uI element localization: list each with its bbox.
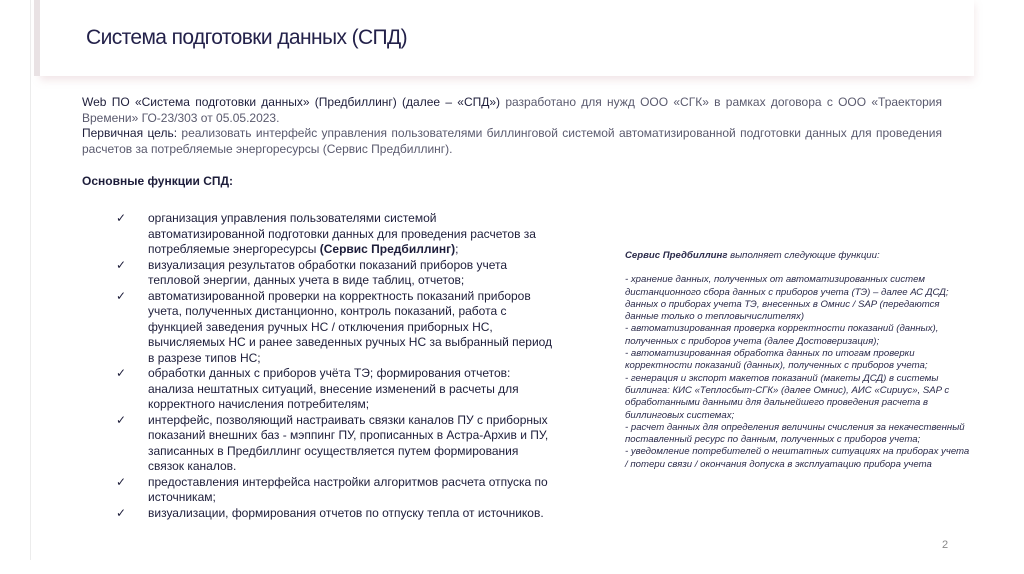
side-panel-item: - генерация и экспорт макетов показаний (макеты ДСД) в системы биллинга: КИС «Теплосбыт-СГК» (далее Омнис), АИС «Сириус», SAP с обработанными данными для дальнейшего проведения расчета в биллинговых системах; bbox=[625, 372, 950, 421]
checkmark-icon: ✓ bbox=[116, 211, 127, 225]
side-panel-lead bbox=[625, 250, 970, 262]
checkmark-icon: ✓ bbox=[116, 366, 127, 380]
functions-list bbox=[116, 211, 556, 521]
list-item bbox=[116, 475, 556, 506]
list-item bbox=[116, 289, 556, 367]
side-panel-item: - автоматизированная проверка корректности показаний (данных), полученных с приборов учета (далее Достоверизация); bbox=[625, 323, 939, 347]
list-item-tail: ; bbox=[455, 242, 459, 256]
list-item bbox=[116, 258, 556, 289]
intro-goal-label: Первичная цель: bbox=[82, 126, 178, 140]
page-number: 2 bbox=[942, 539, 949, 551]
side-panel-item: - уведомление потребителей о нештатных ситуациях на приборах учета / потери связи / окончания допуска в эксплуатацию прибора учета bbox=[625, 446, 970, 470]
checkmark-icon: ✓ bbox=[116, 412, 127, 427]
list-item bbox=[116, 413, 556, 475]
side-panel-item: - хранение данных, полученных от автоматизированных систем дистанционного сбора данных с приборов учета (ТЭ) – далее АС ДСД; данных о приборах учета ТЭ, внесенных в Омнис / SAP (передаются данные только о тепловычислителях) bbox=[625, 274, 949, 323]
slide-title: Система подготовки данных (СПД) bbox=[86, 26, 408, 49]
intro-product-rest: разработано для нужд ООО «СГК» в рамках договора с ООО «Траектория Времени» ГО-23/303 от 05.05.2023. bbox=[82, 95, 943, 125]
intro-text bbox=[82, 95, 942, 157]
intro-product-name: Web ПО «Система подготовки данных» (Предбиллинг) (далее – «СПД») bbox=[82, 95, 501, 109]
checkmark-icon: ✓ bbox=[116, 474, 127, 489]
functions-heading: Основные функции СПД: bbox=[82, 174, 234, 188]
list-item bbox=[116, 506, 556, 522]
list-item-text: интерфейс, позволяющий настраивать связки каналов ПУ с приборных показаний внешних баз - мэппинг ПУ, прописанных в Астра-Архив и ПУ, записанных в Предбиллинг осуществляется путем формирования связок каналов. bbox=[148, 412, 549, 473]
left-rule bbox=[30, 0, 31, 560]
intro-paragraph-1 bbox=[82, 95, 942, 126]
list-item-text: автоматизированной проверки на корректность показаний приборов учета, полученных дистанционно, контроль показаний, работа с функцией заведения ручных НС / отключения приборных НС, вычисляемых НС и ранее заведенных ручных НС за выбранный период в разрезе типов НС; bbox=[148, 288, 553, 365]
list-item-text: организация управления пользователями системой автоматизированной подготовки данных для проведения расчетов за потребляемые энергоресурсы bbox=[148, 211, 536, 256]
intro-paragraph-2 bbox=[82, 126, 942, 157]
side-panel bbox=[625, 250, 970, 471]
list-item-text: обработки данных с приборов учёта ТЭ; формирования отчетов: анализа нештатных ситуаций, внесение изменений в расчеты для корректного начисления потребителям; bbox=[148, 366, 519, 411]
checkmark-icon: ✓ bbox=[116, 257, 127, 272]
side-panel-lead-rest: выполняет следующие функции: bbox=[727, 250, 880, 261]
checkmark-icon: ✓ bbox=[116, 288, 127, 303]
list-item-text: визуализации, формирования отчетов по отпуску тепла от источников. bbox=[148, 505, 544, 520]
list-item bbox=[116, 366, 556, 413]
list-item bbox=[116, 211, 556, 258]
list-item-text: предоставления интерфейса настройки алгоритмов расчета отпуска по источникам; bbox=[148, 474, 548, 504]
side-panel-item: - расчет данных для определения величины счисления за некачественный поставленный ресурс по данным, полученных с приборов учета; bbox=[625, 421, 965, 446]
list-item-text: визуализация результатов обработки показаний приборов учета тепловой энергии, данных учета в виде таблиц, отчетов; bbox=[148, 257, 508, 287]
intro-goal-text: реализовать интерфейс управления пользователями биллинговой системой автоматизированной подготовки данных для проведения расчетов за потребляемые энергоресурсы (Сервис Предбиллинг). bbox=[82, 126, 942, 156]
checkmark-icon: ✓ bbox=[116, 505, 127, 520]
side-panel-lead-bold: Сервис Предбиллинг bbox=[625, 250, 728, 261]
list-item-bold: (Сервис Предбиллинг) bbox=[319, 242, 456, 256]
side-panel-item: - автоматизированная обработка данных по итогам проверки корректности показаний (данных), полученных с приборов учета; bbox=[625, 348, 928, 372]
